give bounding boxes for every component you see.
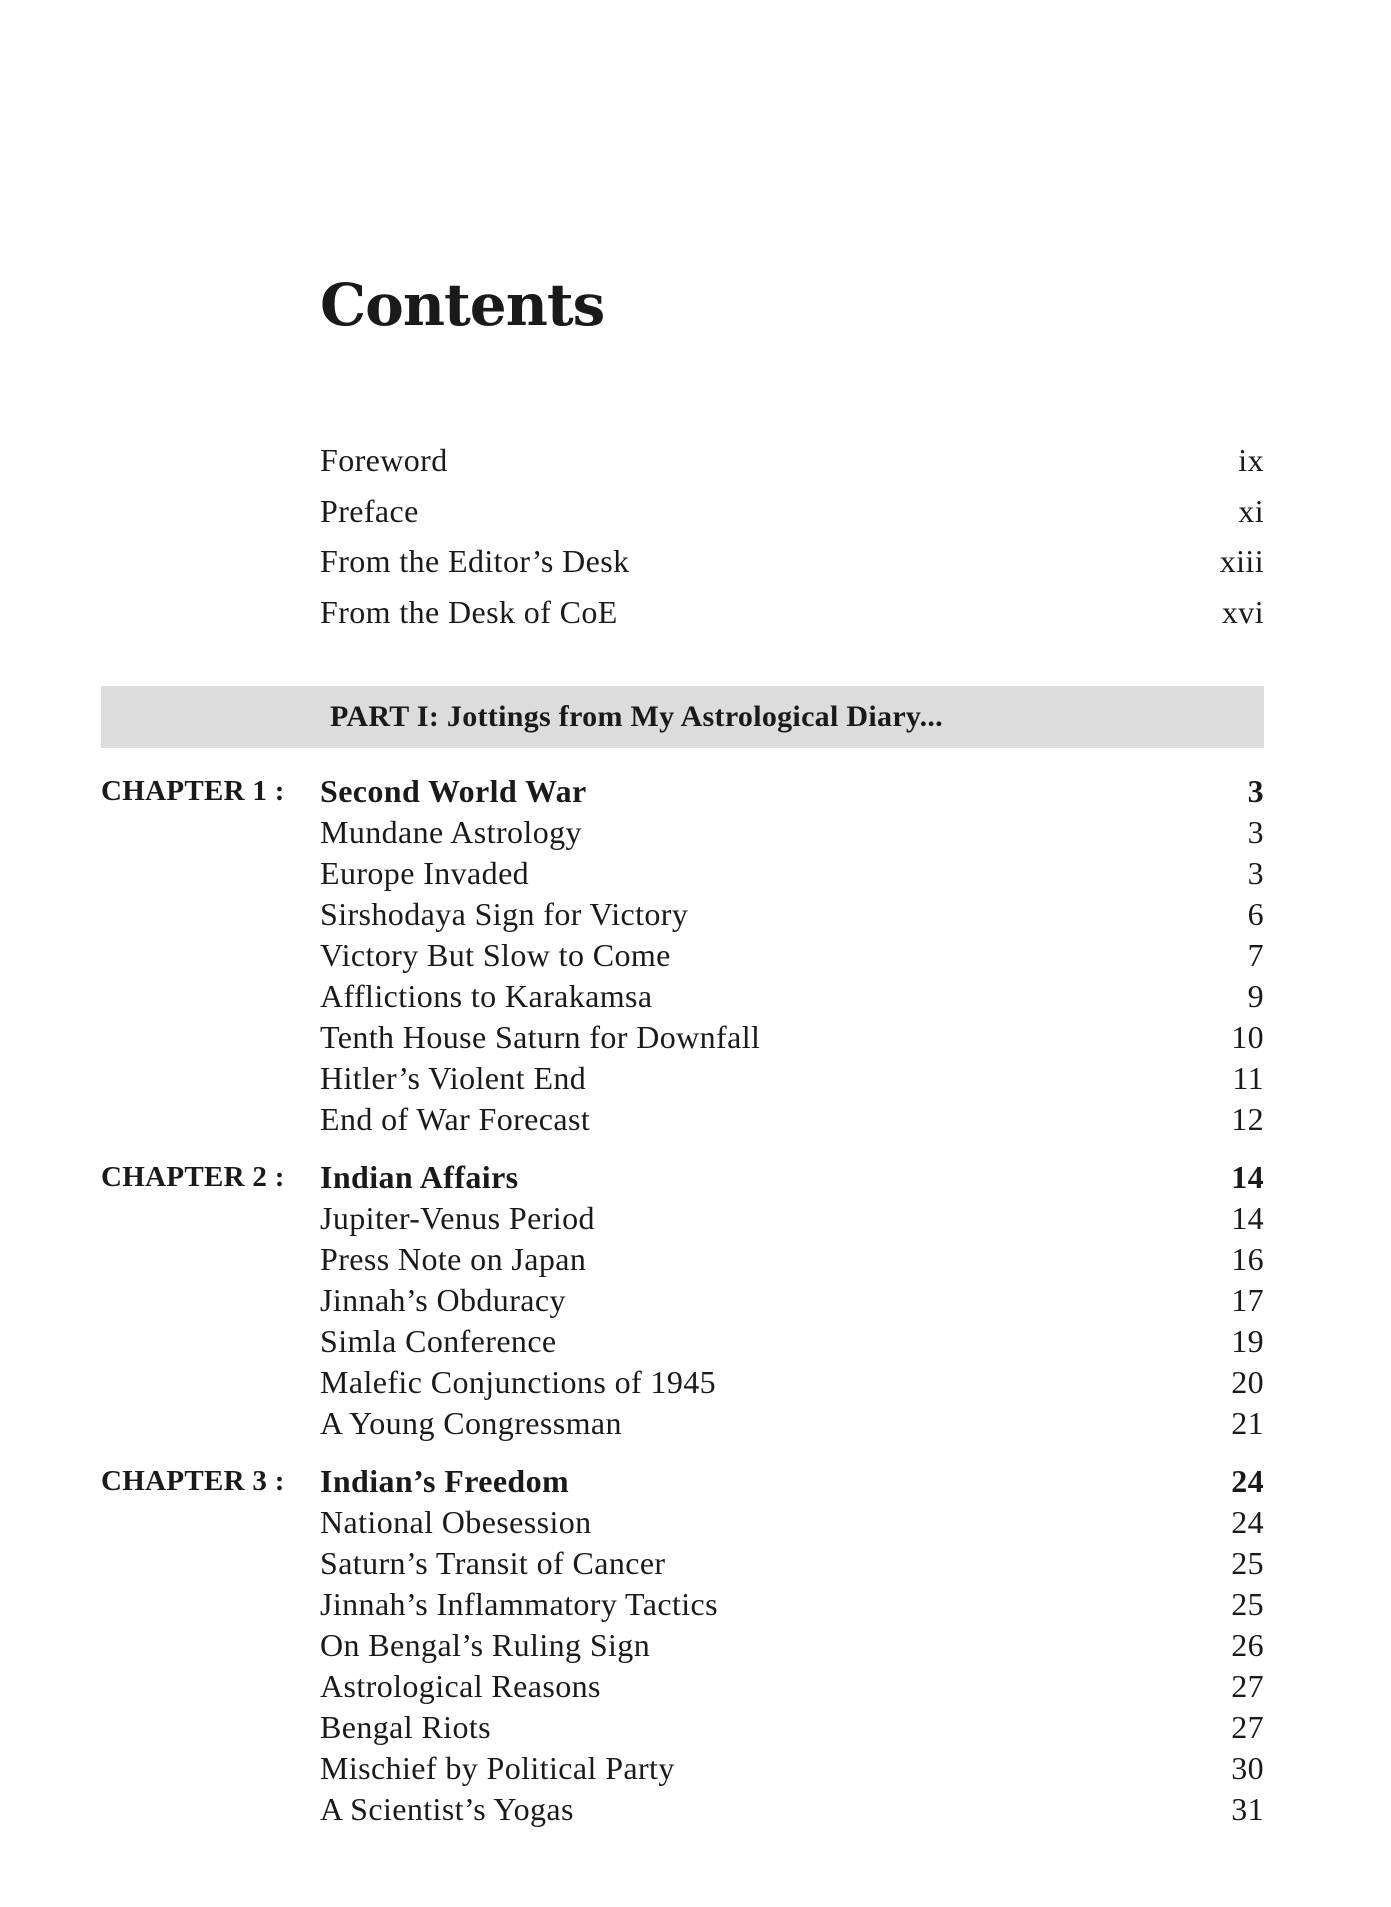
toc-entry	[320, 1058, 1264, 1099]
entry-title: Foreword	[320, 442, 448, 478]
toc-entry	[320, 486, 1264, 537]
chapter-page: 24	[1231, 1463, 1264, 1499]
entry-title: Hitler’s Violent End	[320, 1060, 587, 1096]
entry-page: 11	[1232, 1060, 1264, 1096]
entry-title: Mischief by Political Party	[320, 1750, 675, 1786]
chapter-entries	[320, 1461, 1264, 1830]
chapter-heading	[320, 1157, 1264, 1198]
entry-page: 9	[1247, 978, 1264, 1014]
entry-page: 20	[1231, 1364, 1264, 1400]
entry-title: Saturn’s Transit of Cancer	[320, 1545, 666, 1581]
entry-title: Press Note on Japan	[320, 1241, 587, 1277]
chapter-heading	[320, 1461, 1264, 1502]
chapter-page: 3	[1247, 773, 1264, 809]
toc-entry	[320, 812, 1264, 853]
entry-page: 3	[1247, 814, 1264, 850]
toc-entry	[320, 1502, 1264, 1543]
entry-page: 27	[1231, 1709, 1264, 1745]
toc-entry	[320, 853, 1264, 894]
entry-title: Victory But Slow to Come	[320, 937, 671, 973]
toc-entry	[320, 1099, 1264, 1140]
entry-title: From the Editor’s Desk	[320, 543, 630, 579]
part-banner	[101, 686, 1264, 748]
entry-page: xi	[1238, 492, 1264, 529]
entry-title: Astrological Reasons	[320, 1668, 601, 1704]
entry-page: 10	[1231, 1019, 1264, 1055]
entry-page: 6	[1247, 896, 1264, 932]
entry-page: 25	[1231, 1545, 1264, 1581]
chapter-page: 14	[1231, 1159, 1264, 1195]
entry-title: From the Desk of CoE	[320, 593, 618, 630]
entry-title: A Scientist’s Yogas	[320, 1791, 574, 1827]
toc-entry	[320, 1707, 1264, 1748]
toc-entry	[320, 1625, 1264, 1666]
entry-page: 3	[1247, 855, 1264, 891]
toc-entry	[320, 1321, 1264, 1362]
entry-title: End of War Forecast	[320, 1101, 591, 1137]
entry-page: 12	[1231, 1101, 1264, 1137]
entry-title: Afflictions to Karakamsa	[320, 978, 653, 1014]
entry-page: 21	[1231, 1405, 1264, 1441]
entry-title: Preface	[320, 492, 419, 529]
toc-entry	[320, 1789, 1264, 1830]
entry-page: 25	[1231, 1586, 1264, 1622]
chapter-title: Indian’s Freedom	[320, 1463, 570, 1499]
entry-title: Jinnah’s Inflammatory Tactics	[320, 1586, 719, 1622]
entry-page: 14	[1231, 1200, 1264, 1236]
toc-entry	[320, 1666, 1264, 1707]
entry-page: 30	[1231, 1750, 1264, 1786]
chapter-heading	[320, 771, 1264, 812]
entry-page: 27	[1231, 1668, 1264, 1704]
entry-title: National Obesession	[320, 1504, 592, 1540]
entry-page: ix	[1238, 442, 1264, 478]
toc-entry	[320, 894, 1264, 935]
entry-title: Malefic Conjunctions of 1945	[320, 1364, 717, 1400]
toc-entry	[320, 1239, 1264, 1280]
entry-page: 17	[1231, 1282, 1264, 1318]
front-matter-list	[320, 435, 1264, 637]
entry-page: 26	[1231, 1627, 1264, 1663]
chapter-label: CHAPTER 3 :	[101, 1465, 285, 1497]
toc-entry	[320, 1362, 1264, 1403]
toc-entry	[320, 1017, 1264, 1058]
part-title: PART I: Jottings from My Astrological Diary...	[330, 700, 943, 733]
page-title: Contents	[320, 271, 605, 339]
entry-page: 24	[1231, 1504, 1264, 1540]
entry-title: Tenth House Saturn for Downfall	[320, 1019, 761, 1055]
toc-entry	[320, 1584, 1264, 1625]
toc-entry	[320, 1280, 1264, 1321]
toc-entry	[320, 935, 1264, 976]
entry-title: Bengal Riots	[320, 1709, 492, 1745]
toc-entry	[320, 536, 1264, 587]
entry-page: 19	[1231, 1323, 1264, 1359]
chapter-title: Indian Affairs	[320, 1159, 519, 1195]
entry-page: 16	[1231, 1241, 1264, 1277]
chapter-entries	[320, 1157, 1264, 1444]
toc-entry	[320, 587, 1264, 638]
chapter-entries	[320, 771, 1264, 1140]
chapter-label: CHAPTER 1 :	[101, 775, 285, 807]
entry-title: A Young Congressman	[320, 1405, 622, 1441]
entry-page: xiii	[1219, 543, 1264, 579]
toc-entry	[320, 976, 1264, 1017]
toc-entry	[320, 1543, 1264, 1584]
entry-title: Mundane Astrology	[320, 814, 582, 850]
entry-title: Simla Conference	[320, 1323, 557, 1359]
entry-title: Jinnah’s Obduracy	[320, 1282, 566, 1318]
chapter-title: Second World War	[320, 773, 587, 809]
entry-page: xvi	[1221, 593, 1264, 630]
entry-title: On Bengal’s Ruling Sign	[320, 1627, 651, 1663]
toc-entry	[320, 1748, 1264, 1789]
entry-title: Jupiter-Venus Period	[320, 1200, 595, 1236]
entry-page: 7	[1247, 937, 1264, 973]
entry-page: 31	[1231, 1791, 1264, 1827]
toc-entry	[320, 435, 1264, 486]
entry-title: Europe Invaded	[320, 855, 530, 891]
toc-entry	[320, 1403, 1264, 1444]
entry-title: Sirshodaya Sign for Victory	[320, 896, 689, 932]
chapter-label: CHAPTER 2 :	[101, 1161, 285, 1193]
toc-entry	[320, 1198, 1264, 1239]
